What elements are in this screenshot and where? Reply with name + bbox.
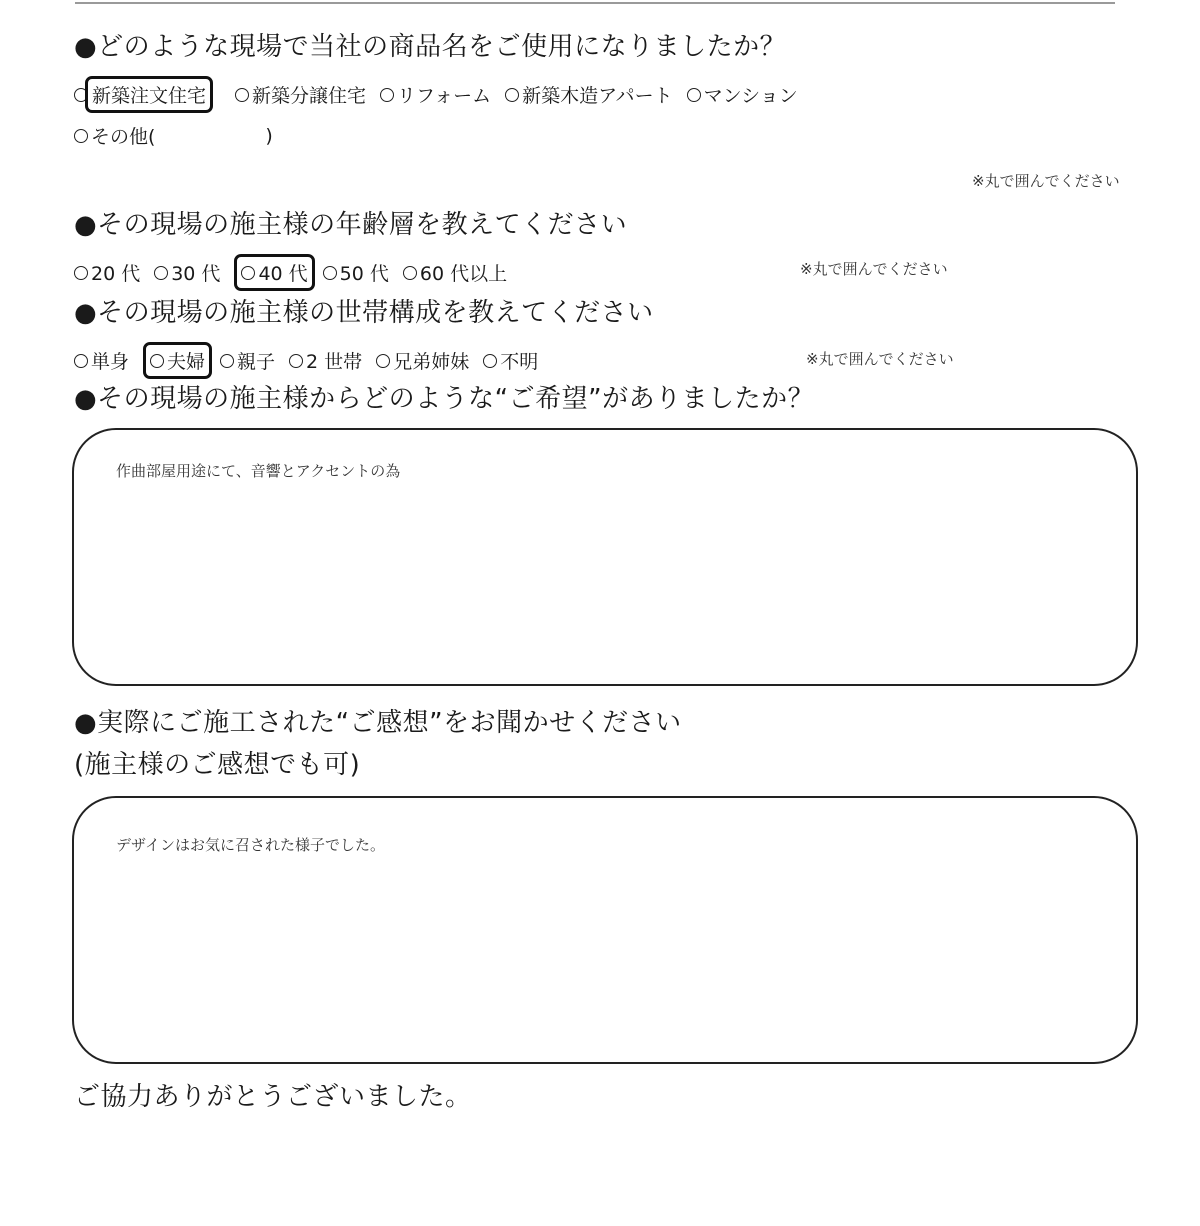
q3-option-1[interactable]: 単身 (74, 347, 129, 374)
question-1: ●どのような現場で当社の商品名をご使用になりましたか？ (74, 32, 787, 62)
q3-options (74, 342, 552, 379)
q4-answer-box[interactable] (72, 428, 1138, 686)
q1-option-4[interactable]: 新築木造アパート (505, 81, 672, 108)
radio-icon (687, 88, 701, 102)
radio-icon (74, 129, 88, 143)
radio-icon (220, 354, 234, 368)
question-2: ●その現場の施主様の年齢層を教えてください (74, 210, 628, 240)
q5-answer-box[interactable] (72, 796, 1138, 1064)
radio-icon (235, 88, 249, 102)
top-divider-line (75, 2, 1115, 4)
q2-option-4[interactable]: 50 代 (323, 259, 389, 286)
q3-option-2[interactable] (143, 342, 212, 379)
radio-icon (483, 354, 497, 368)
q3-option-5[interactable]: 兄弟姉妹 (376, 347, 469, 374)
q2-option-3[interactable] (234, 254, 314, 291)
q1-option-2[interactable]: 新築分譲住宅 (235, 81, 366, 108)
q2-note: ※丸で囲んでください (800, 260, 948, 278)
question-5-subtitle: (施主様のご感想でも可) (74, 750, 361, 780)
radio-icon (74, 354, 88, 368)
selected-circle-mark: 新築注文住宅 (85, 76, 213, 113)
q3-option-4[interactable]: 2 世帯 (289, 347, 362, 374)
q3-option-3[interactable]: 親子 (220, 347, 275, 374)
radio-icon (323, 266, 337, 280)
q2-option-2[interactable]: 30 代 (154, 259, 220, 286)
q1-option-5[interactable]: マンション (687, 81, 798, 108)
radio-icon (241, 266, 255, 280)
q1-other-option[interactable]: その他( ) (74, 122, 273, 149)
q2-options (74, 254, 521, 291)
radio-icon (505, 88, 519, 102)
q1-options (74, 76, 812, 113)
q4-answer-text: 作曲部屋用途にて、音響とアクセントの為 (116, 462, 401, 480)
radio-icon (150, 354, 164, 368)
radio-icon (376, 354, 390, 368)
closing-message: ご協力ありがとうございました。 (74, 1082, 472, 1112)
radio-icon (403, 266, 417, 280)
radio-icon (154, 266, 168, 280)
question-3: ●その現場の施主様の世帯構成を教えてください (74, 298, 654, 328)
question-5: ●実際にご施工された“ご感想”をお聞かせください (74, 708, 682, 738)
radio-icon (380, 88, 394, 102)
selected-circle-mark: 夫婦 (167, 351, 206, 373)
q1-option-3[interactable]: リフォーム (380, 81, 491, 108)
q3-option-6[interactable]: 不明 (483, 347, 538, 374)
q3-note: ※丸で囲んでください (806, 350, 954, 368)
q2-option-1[interactable]: 20 代 (74, 259, 140, 286)
selected-circle-mark: 40 代 (258, 263, 308, 285)
question-4: ●その現場の施主様からどのような“ご希望”がありましたか？ (74, 384, 815, 414)
radio-icon (289, 354, 303, 368)
q5-answer-text: デザインはお気に召された様子でした。 (116, 836, 385, 854)
q2-option-5[interactable]: 60 代以上 (403, 259, 507, 286)
q1-option-1[interactable] (74, 76, 221, 113)
q1-note: ※丸で囲んでください (972, 172, 1120, 190)
radio-icon (74, 266, 88, 280)
